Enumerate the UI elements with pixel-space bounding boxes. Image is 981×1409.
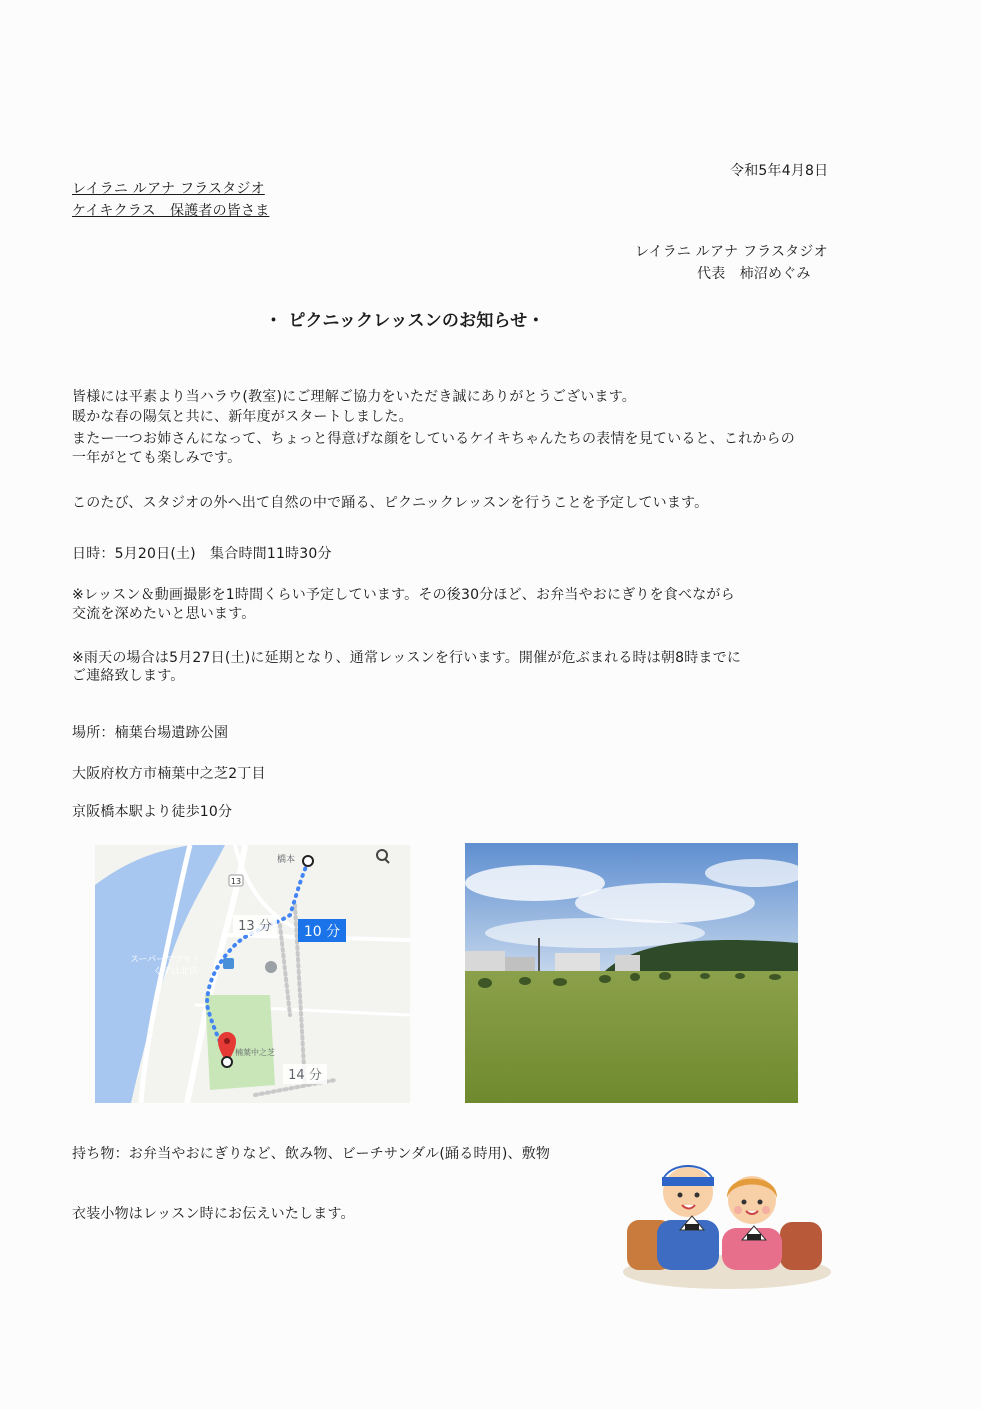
alt-time-label-1: 13 分 [238, 919, 272, 934]
letter-date: 令和5年4月8日 [730, 163, 829, 179]
addressee-line-1: レイラニ ルアナ フラスタジオ [72, 181, 265, 197]
kids-picnic-icon [622, 1150, 832, 1290]
event-address: 大阪府枚方市楠葉中之芝2丁目 [72, 766, 266, 782]
park-area [205, 995, 275, 1090]
note-1-line-2: 交流を深めたいと思います。 [72, 606, 256, 622]
note-2-line-1: ※雨天の場合は5月27日(土)に延期となり、通常レッスンを行います。開催が危ぶまれる時は朝8時までに [72, 650, 742, 666]
event-datetime: 日時：5月20日(土) 集合時間11時30分 [72, 546, 332, 562]
walk-time-label: 10 分 [303, 924, 341, 940]
note-1-line-1: ※レッスン＆動画撮影を1時間くらい予定しています。その後30分ほど、お弁当やおにぎりを食べながら [72, 587, 735, 603]
note-2-line-2: ご連絡致します。 [72, 668, 185, 684]
greeting-line-2: 暖かな春の陽気と共に、新年度がスタートしました。 [72, 409, 413, 425]
addressee-line-2: ケイキクラス 保護者の皆さま [72, 203, 270, 219]
costume-text: 衣装小物はレッスン時にお伝えいたします。 [72, 1206, 355, 1222]
station-label: 橋本 [277, 855, 296, 865]
route-map [95, 845, 410, 1103]
event-place: 場所：楠葉台場遺跡公園 [72, 725, 229, 741]
event-access: 京阪橋本駅より徒歩10分 [72, 804, 233, 820]
letter-title: ・ ピクニックレッスンのお知らせ・ [265, 311, 545, 331]
sender-line-2: 代表 柿沼めぐみ [697, 266, 811, 282]
route-number-label: 13 [230, 877, 242, 886]
store-sub-label: くずは北店 [153, 967, 199, 977]
store-label: スーパーマツモト [130, 955, 201, 965]
sender-line-1: レイラニ ルアナ フラスタジオ [635, 244, 828, 260]
park-photo [465, 843, 798, 1103]
greeting-line-3: またー一つお姉さんになって、ちょっと得意げな顔をしているケイキちゃんたちの表情を見ていると、これからの [72, 431, 795, 447]
park-label: 楠葉中之芝 [235, 1048, 275, 1057]
alt-time-label-2: 14 分 [288, 1068, 322, 1083]
greeting-line-4: 一年がとても楽しみです。 [72, 450, 242, 466]
intro-text: このたび、スタジオの外へ出て自然の中で踊る、ピクニックレッスンを行うことを予定しています。 [72, 495, 709, 511]
greeting-line-1: 皆様には平素より当ハラウ(教室)にご理解ご協力をいただき誠にありがとうございます。 [72, 389, 637, 405]
belongings-text: 持ち物：お弁当やおにぎりなど、飲み物、ビーチサンダル(踊る時用)、敷物 [72, 1146, 551, 1162]
